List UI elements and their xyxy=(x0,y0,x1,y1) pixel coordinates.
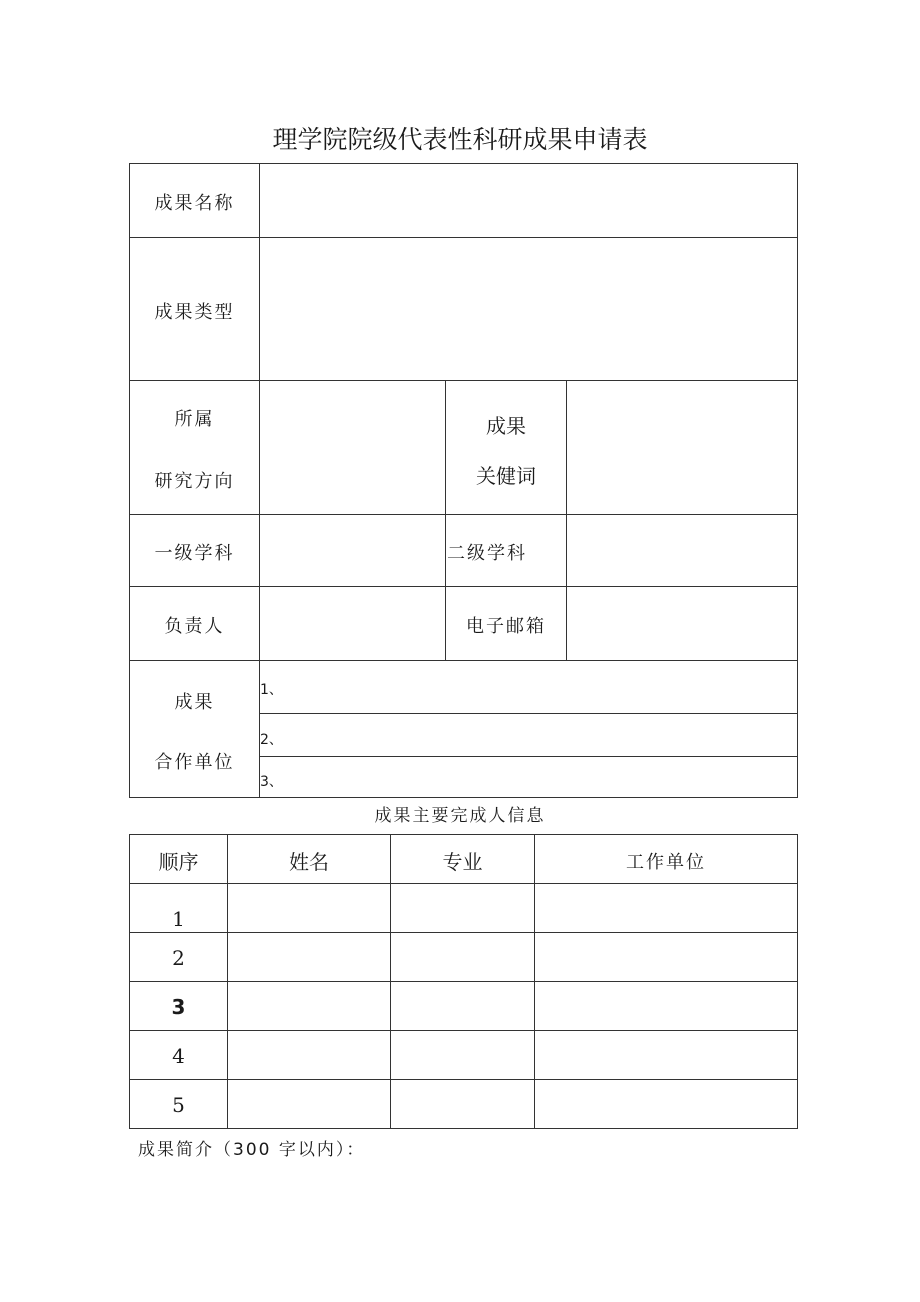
member-name-cell[interactable] xyxy=(228,884,390,932)
partner-label-line2: 合作单位 xyxy=(154,752,235,773)
partner-item-number: 1、 xyxy=(260,682,283,698)
member-unit-cell[interactable] xyxy=(535,933,797,981)
member-unit-cell[interactable] xyxy=(535,884,797,932)
member-name-cell[interactable] xyxy=(228,1080,390,1128)
member-unit-cell[interactable] xyxy=(535,1080,797,1128)
partner-field-3[interactable] xyxy=(285,757,797,797)
secondary-discipline-label: 二级学科 xyxy=(447,543,527,564)
member-name-cell[interactable] xyxy=(228,982,390,1030)
partner-label-line1: 成果 xyxy=(174,692,215,713)
keywords-label-line1: 成果 xyxy=(486,414,526,438)
keywords-field[interactable] xyxy=(567,381,797,514)
member-name-cell[interactable] xyxy=(228,1031,390,1079)
partner-item-number: 3、 xyxy=(260,774,283,790)
header-name: 姓名 xyxy=(289,850,329,874)
achievement-name-field[interactable] xyxy=(260,164,797,237)
research-direction-field[interactable] xyxy=(260,381,445,514)
email-field[interactable] xyxy=(567,587,797,660)
member-major-cell[interactable] xyxy=(391,933,534,981)
research-direction-label-line1: 所属 xyxy=(174,409,215,430)
achievement-type-field[interactable] xyxy=(260,238,797,380)
primary-discipline-label: 一级学科 xyxy=(154,543,235,564)
email-label: 电子邮箱 xyxy=(466,616,546,637)
secondary-discipline-field[interactable] xyxy=(567,515,797,586)
member-unit-cell[interactable] xyxy=(535,982,797,1030)
member-name-cell[interactable] xyxy=(228,933,390,981)
leader-field[interactable] xyxy=(260,587,445,660)
leader-label: 负责人 xyxy=(164,616,225,637)
member-unit-cell[interactable] xyxy=(535,1031,797,1079)
research-direction-label-line2: 研究方向 xyxy=(154,471,235,492)
keywords-label-line2: 关健词 xyxy=(476,464,536,488)
achievement-type-label: 成果类型 xyxy=(154,302,235,323)
primary-discipline-field[interactable] xyxy=(260,515,445,586)
row-number: 2 xyxy=(172,946,185,970)
member-major-cell[interactable] xyxy=(391,982,534,1030)
summary-label: 成果简介（300 字以内）： xyxy=(138,1140,366,1160)
member-major-cell[interactable] xyxy=(391,884,534,932)
header-order: 顺序 xyxy=(158,850,199,874)
header-major: 专业 xyxy=(442,850,483,874)
member-major-cell[interactable] xyxy=(391,1080,534,1128)
row-number: 4 xyxy=(172,1044,185,1068)
partner-item-number: 2、 xyxy=(260,732,283,748)
page-title: 理学院院级代表性科研成果申请表 xyxy=(272,125,648,154)
achievement-name-label: 成果名称 xyxy=(154,193,235,214)
partner-field-1[interactable] xyxy=(285,661,797,713)
member-major-cell[interactable] xyxy=(391,1031,534,1079)
row-number: 3 xyxy=(171,995,186,1019)
header-work-unit: 工作单位 xyxy=(626,852,706,873)
summary-field[interactable] xyxy=(129,1162,798,1282)
members-table-caption: 成果主要完成人信息 xyxy=(374,806,546,826)
row-number: 1 xyxy=(172,907,185,931)
partner-field-2[interactable] xyxy=(285,714,797,756)
row-number: 5 xyxy=(172,1093,185,1117)
